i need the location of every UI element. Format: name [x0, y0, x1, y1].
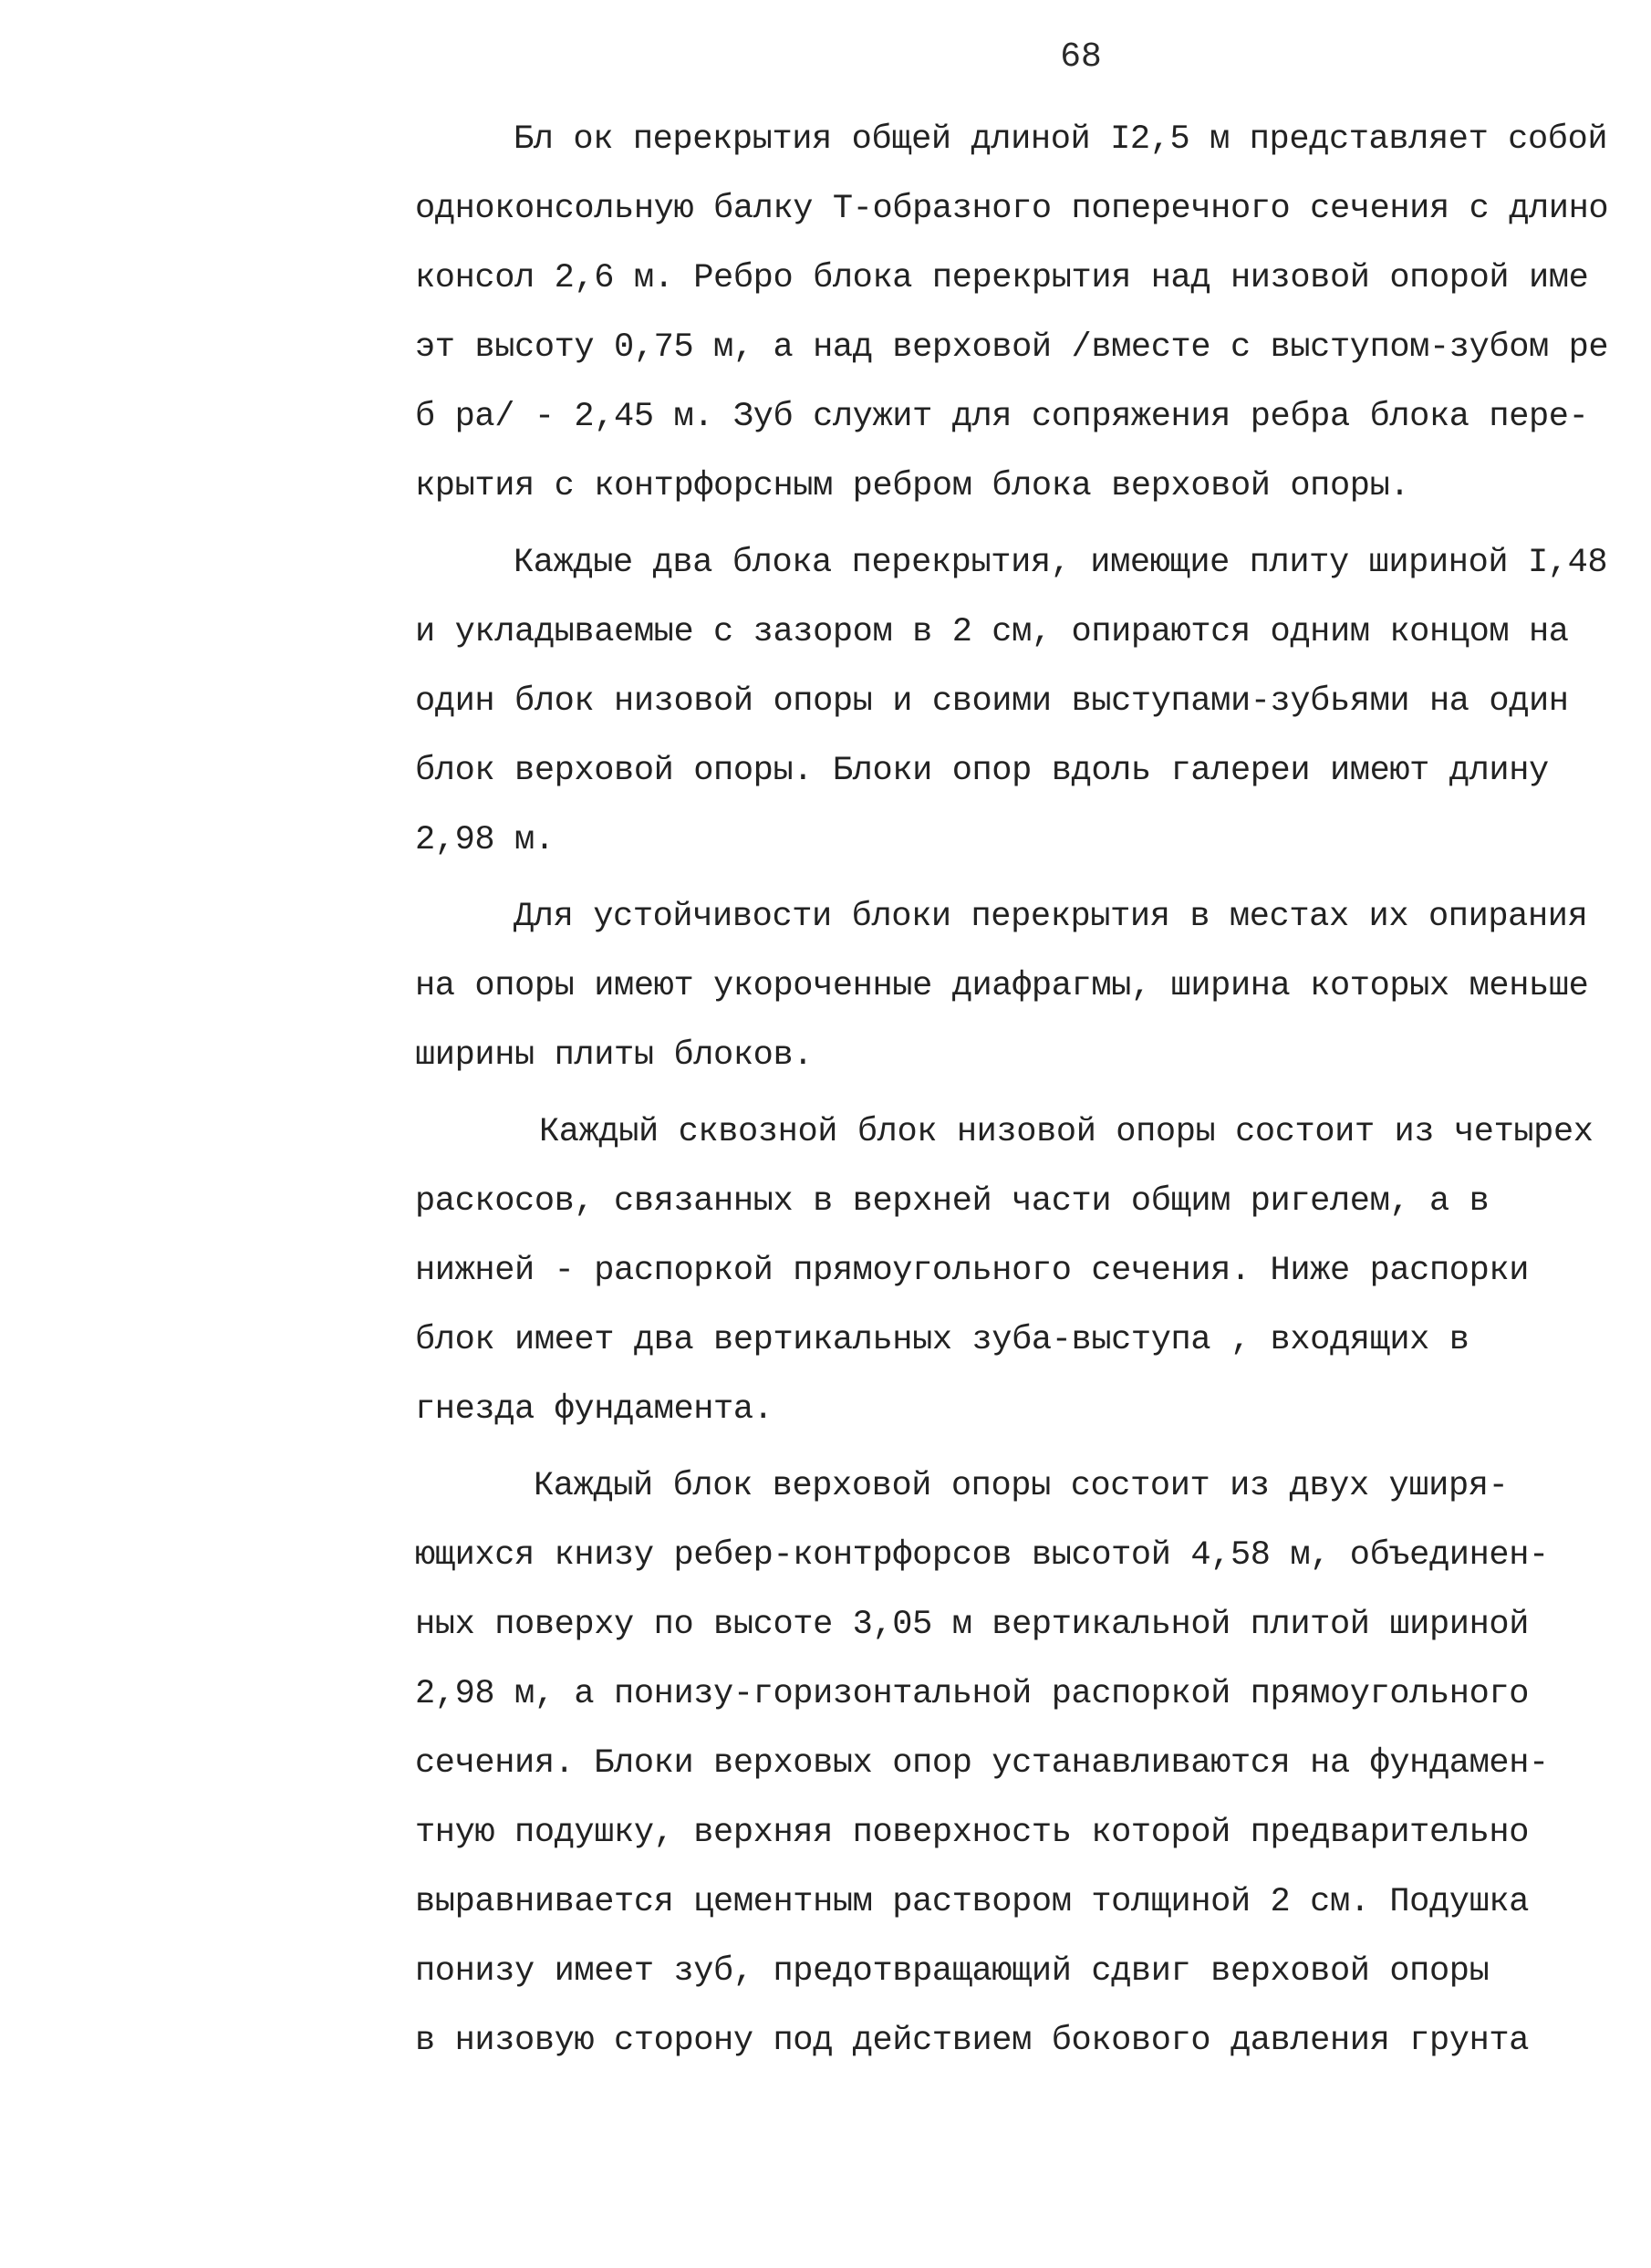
text-line: Бл ок перекрытия общей длиной I2,5 м представляет собой	[514, 120, 1608, 159]
text-line: б ра/ - 2,45 м. Зуб служит для сопряжения ребра блока пере-	[415, 398, 1589, 436]
text-line: ных поверху по высоте 3,05 м вертикальной плитой шириной	[415, 1606, 1530, 1644]
text-line: крытия с контрфорсным ребром блока верховой опоры.	[415, 467, 1410, 505]
paragraph-gap	[415, 521, 1651, 528]
text-line: Для устойчивости блоки перекрытия в местах их опирания	[514, 898, 1588, 936]
paragraph-gap	[415, 875, 1651, 882]
text-line: ющихся книзу ребер-контрфорсов высотой 4,58 м, объединен-	[415, 1536, 1549, 1575]
paragraph-gap	[415, 1090, 1651, 1098]
text-line: тную подушку, верхняя поверхность которой предварительно	[415, 1814, 1530, 1852]
text-line: раскосов, связанных в верхней части общим ригелем, а в	[415, 1182, 1490, 1221]
page-number: 68	[1060, 37, 1102, 77]
text-body	[415, 105, 1651, 2076]
text-line: Каждый блок верховой опоры состоит из двух ушиpя-	[534, 1467, 1509, 1505]
text-line: на опоры имеют укороченные диафрагмы, ширина которых меньше	[415, 967, 1589, 1005]
text-line: выравнивается цементным раствором толщиной 2 см. Подушка	[415, 1883, 1530, 1921]
text-line: 2,98 м.	[415, 821, 555, 859]
text-line: и укладываемые с зазором в 2 см, опираются одним концом на	[415, 613, 1569, 651]
text-line: в низовую сторону под действием бокового давления грунта	[415, 2022, 1530, 2060]
text-line: один блок низовой опоры и своими выступами-зубьями на один	[415, 682, 1569, 721]
text-line: нижней - распоркой прямоугольного сечения. Ниже распорки	[415, 1252, 1530, 1290]
text-line: Каждый сквозной блок низовой опоры состоит из четырех	[539, 1113, 1594, 1151]
paragraph-gap	[415, 1444, 1651, 1451]
text-line: понизу имеет зуб, предотвращающий сдвиг верховой опоры	[415, 1952, 1490, 1991]
paragraph-5	[415, 1451, 1651, 2076]
paragraph-1	[415, 105, 1651, 521]
paragraph-3	[415, 882, 1651, 1090]
paragraph-2	[415, 528, 1651, 875]
text-line: консол 2,6 м. Ребро блока перекрытия над низовой опорой име	[415, 259, 1589, 297]
text-line: гнезда фундамента.	[415, 1390, 774, 1429]
text-line: эт высоту 0,75 м, а над верховой /вместе с выступом-зубом ре	[415, 328, 1609, 367]
text-line: одноконсольную балку Т-образного поперечного сечения с длино	[415, 190, 1609, 228]
text-line: блок имеет два вертикальных зуба-выступа , входящих в	[415, 1321, 1469, 1359]
text-line: блок верховой опоры. Блоки опор вдоль галереи имеют длину	[415, 752, 1549, 790]
paragraph-4	[415, 1098, 1651, 1444]
text-line: Каждые два блока перекрытия, имеющие плиту шириной I,48	[514, 544, 1608, 582]
text-line: ширины плиты блоков.	[415, 1036, 814, 1075]
text-line: 2,98 м, а понизу-горизонтальной распоркой прямоугольного	[415, 1675, 1530, 1713]
text-line: сечения. Блоки верховых опор устанавливаются на фундамен-	[415, 1744, 1549, 1783]
